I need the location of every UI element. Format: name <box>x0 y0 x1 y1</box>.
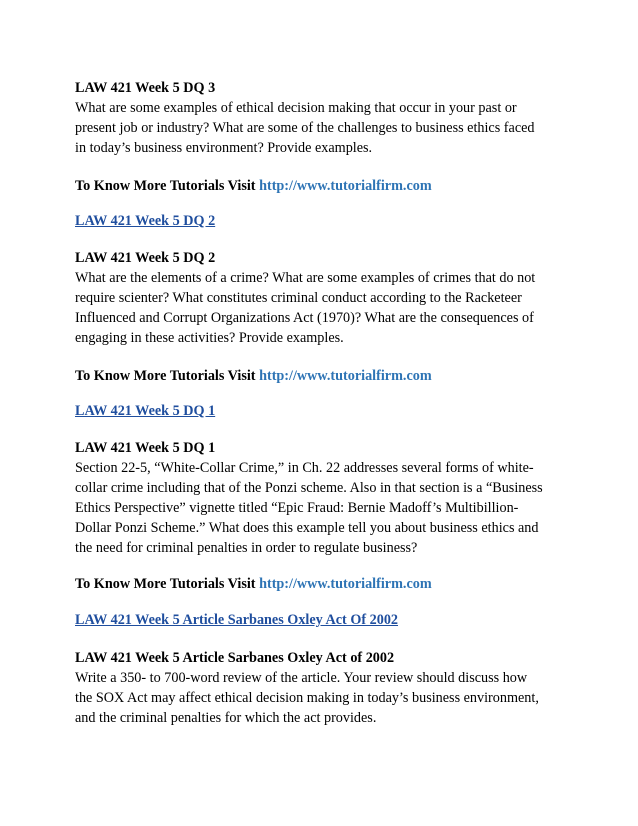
section-dq2-link-wrap <box>75 211 565 231</box>
body-line: Influenced and Corrupt Organizations Act (1970)? What are the consequences of <box>75 310 534 326</box>
promo-url-link[interactable]: http://www.tutorialfirm.com <box>259 368 432 384</box>
promo-line <box>75 366 565 386</box>
section-sox-link-wrap <box>75 610 565 630</box>
body-line: the need for criminal penalties in order to regulate business? <box>75 540 418 556</box>
section-dq2-link[interactable]: LAW 421 Week 5 DQ 2 <box>75 213 216 229</box>
section-dq1 <box>75 438 565 558</box>
body-line: What are the elements of a crime? What are some examples of crimes that do not <box>75 270 536 286</box>
body-line: Dollar Ponzi Scheme.” What does this example tell you about business ethics and <box>75 520 539 536</box>
body-line: and the criminal penalties for which the act provides. <box>75 710 377 726</box>
section-heading: LAW 421 Week 5 DQ 2 <box>75 250 216 266</box>
section-dq2 <box>75 248 565 348</box>
body-line: collar crime including that of the Ponzi scheme. Also in that section is a “Business <box>75 480 543 496</box>
section-heading: LAW 421 Week 5 Article Sarbanes Oxley Act of 2002 <box>75 650 395 666</box>
body-line: What are some examples of ethical decision making that occur in your past or <box>75 100 517 116</box>
section-sox-link[interactable]: LAW 421 Week 5 Article Sarbanes Oxley Act Of 2002 <box>75 612 399 628</box>
body-line: in today’s business environment? Provide examples. <box>75 140 373 156</box>
promo-text: To Know More Tutorials Visit <box>75 576 260 592</box>
body-line: Ethics Perspective” vignette titled “Epic Fraud: Bernie Madoff’s Multibillion- <box>75 500 519 516</box>
section-dq1-link[interactable]: LAW 421 Week 5 DQ 1 <box>75 403 216 419</box>
promo-text: To Know More Tutorials Visit <box>75 368 260 384</box>
section-heading: LAW 421 Week 5 DQ 1 <box>75 440 216 456</box>
body-line: present job or industry? What are some of the challenges to business ethics faced <box>75 120 535 136</box>
section-dq3 <box>75 78 565 158</box>
section-heading: LAW 421 Week 5 DQ 3 <box>75 80 216 96</box>
promo-line <box>75 574 565 594</box>
body-line: require scienter? What constitutes criminal conduct according to the Racketeer <box>75 290 522 306</box>
section-dq1-link-wrap <box>75 401 565 421</box>
body-line: Section 22-5, “White-Collar Crime,” in Ch. 22 addresses several forms of white- <box>75 460 534 476</box>
body-line: engaging in these activities? Provide examples. <box>75 330 344 346</box>
promo-url-link[interactable]: http://www.tutorialfirm.com <box>259 178 432 194</box>
body-line: the SOX Act may affect ethical decision making in today’s business environment, <box>75 690 539 706</box>
body-line: Write a 350- to 700-word review of the article. Your review should discuss how <box>75 670 528 686</box>
promo-line <box>75 176 565 196</box>
section-sox <box>75 648 565 728</box>
promo-text: To Know More Tutorials Visit <box>75 178 260 194</box>
promo-url-link[interactable]: http://www.tutorialfirm.com <box>259 576 432 592</box>
